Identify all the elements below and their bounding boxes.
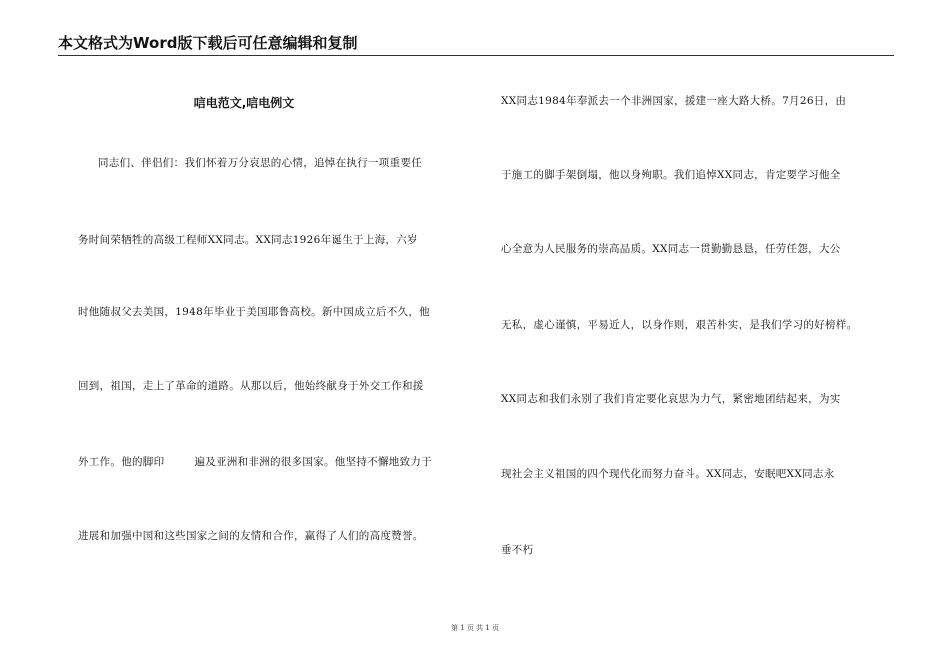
right-line-2: 于施工的脚手架倒塌，他以身殉职。我们追悼XX同志，肯定要学习他全 [501, 169, 841, 181]
page-number-footer: 第 1 页 共 1 页 [450, 624, 500, 632]
left-line-1: 同志们、伴侣们：我们怀着万分哀思的心情，追悼在执行一项重要任 [98, 157, 422, 169]
left-line-4: 回到，祖国，走上了革命的道路。从那以后，他始终献身于外交工作和援 [78, 380, 424, 392]
left-line-5-part-1: 外工作。他的脚印 [78, 456, 165, 468]
right-line-3: 心全意为人民服务的崇高品质。XX同志一贯勤勤恳恳，任劳任怨，大公 [501, 243, 841, 255]
document-title: 唁电范文,唁电例文 [193, 96, 295, 110]
right-line-4: 无私，虚心谨慎，平易近人，以身作则，艰苦朴实，是我们学习的好榜样。 [501, 319, 858, 331]
left-line-5 [78, 455, 432, 469]
right-line-6: 现社会主义祖国的四个现代化而努力奋斗。XX同志，安眠吧XX同志永 [501, 468, 835, 480]
left-line-5-part-2: 遍及亚洲和非洲的很多国家。他坚持不懈地致力于 [194, 456, 433, 468]
right-line-5: XX同志和我们永别了我们肯定要化哀思为力气，紧密地团结起来，为实 [501, 393, 841, 405]
left-line-2: 务时间荣牺牲的高级工程师XX同志。XX同志1926年诞生于上海，六岁 [78, 234, 418, 246]
left-line-6: 进展和加强中国和这些国家之间的友情和合作，赢得了人们的高度赞誉。 [78, 530, 424, 542]
left-line-3: 时他随叔父去美国，1948年毕业于美国耶鲁高校。新中国成立后不久，他 [78, 306, 430, 318]
right-line-1: XX同志1984年奉派去一个非洲国家，援建一座大路大桥。7月26日，由 [501, 95, 847, 107]
header-divider [58, 55, 894, 56]
right-line-7: 垂不朽 [501, 544, 534, 556]
header-banner: 本文格式为Word版下载后可任意编辑和复制 [58, 34, 358, 52]
